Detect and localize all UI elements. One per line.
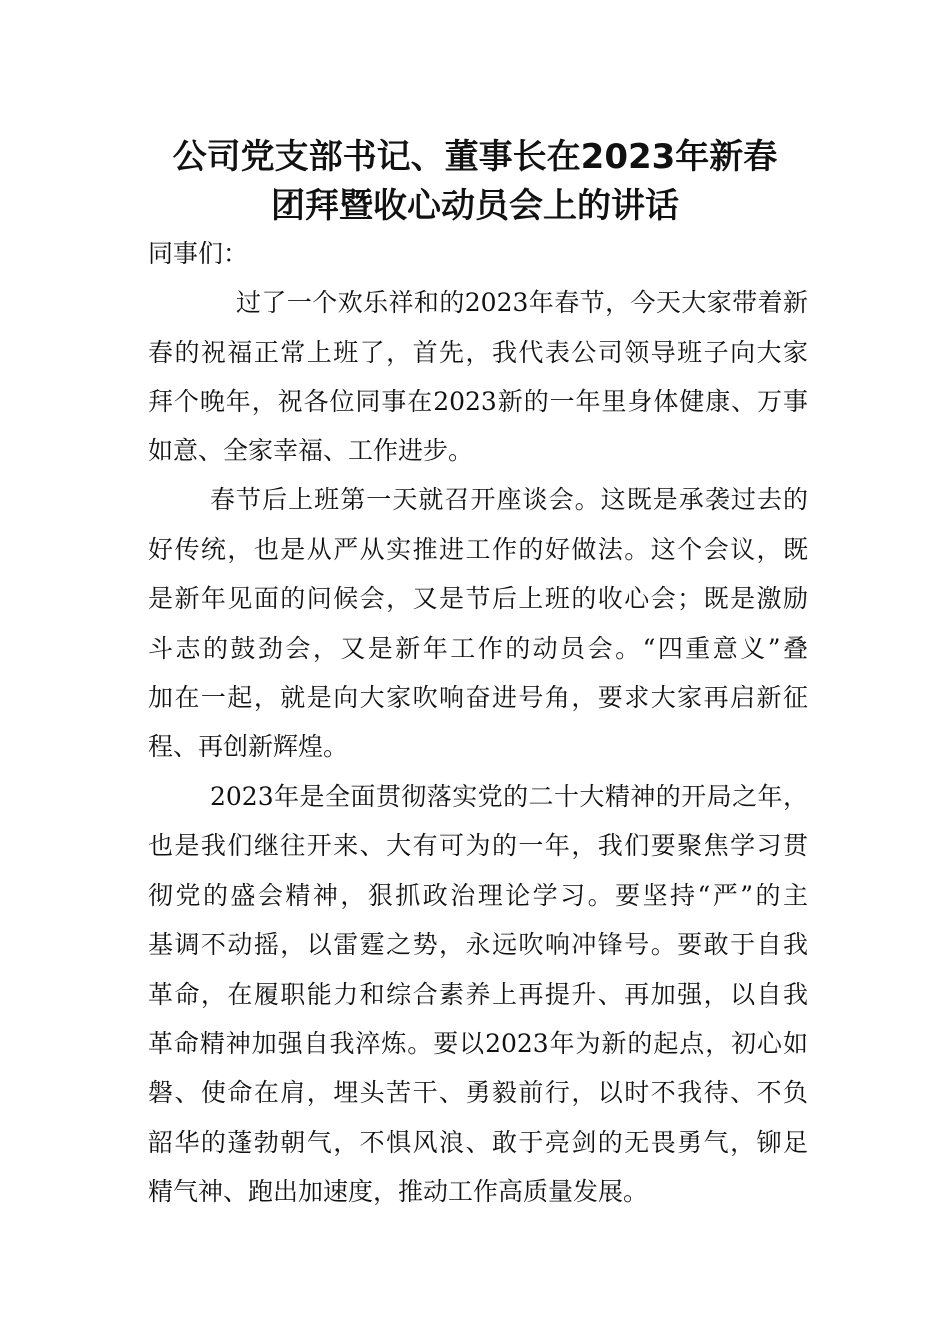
paragraph-3-line-8: 韶华的蓬勃朝气，不惧风浪、敢于亮剑的无畏勇气，铆足 bbox=[148, 1128, 808, 1157]
paragraph-1-line-4: 如意、全家幸福、工作进步。 bbox=[148, 436, 474, 465]
paragraph-2-line-6: 程、再创新辉煌。 bbox=[148, 732, 349, 761]
paragraph-3-line-3: 彻党的盛会精神，狠抓政治理论学习。要坚持“严”的主 bbox=[148, 881, 808, 910]
paragraph-1-line-2: 春的祝福正常上班了，首先，我代表公司领导班子向大家 bbox=[148, 338, 808, 367]
paragraph-2-line-5: 加在一起，就是向大家吹响奋进号角，要求大家再启新征 bbox=[148, 683, 808, 712]
paragraph-3-line-2: 也是我们继往开来、大有可为的一年，我们要聚焦学习贯 bbox=[148, 831, 808, 860]
salutation: 同事们： bbox=[148, 239, 249, 268]
paragraph-3-line-6: 革命精神加强自我淬炼。要以2023年为新的起点，初心如 bbox=[148, 1029, 808, 1058]
paragraph-2-line-2: 好传统，也是从严从实推进工作的好做法。这个会议，既 bbox=[148, 535, 808, 564]
document-title-line-2: 团拜暨收心动员会上的讲话 bbox=[271, 186, 679, 226]
paragraph-1-line-1: 过了一个欢乐祥和的2023年春节，今天大家带着新 bbox=[236, 288, 808, 317]
paragraph-3-line-7: 磐、使命在肩，埋头苦干、勇毅前行，以时不我待、不负 bbox=[148, 1078, 808, 1107]
paragraph-3-line-1: 2023年是全面贯彻落实党的二十大精神的开局之年， bbox=[210, 782, 808, 811]
paragraph-3-line-4: 基调不动摇，以雷霆之势，永远吹响冲锋号。要敢于自我 bbox=[148, 930, 808, 959]
paragraph-3-line-5: 革命，在履职能力和综合素养上再提升、再加强，以自我 bbox=[148, 980, 808, 1009]
paragraph-2-line-1: 春节后上班第一天就召开座谈会。这既是承袭过去的 bbox=[210, 485, 808, 514]
paragraph-1-line-3: 拜个晚年，祝各位同事在2023新的一年里身体健康、万事 bbox=[148, 387, 808, 416]
document-title-line-1: 公司党支部书记、董事长在2023年新春 bbox=[172, 137, 778, 177]
paragraph-2-line-4: 斗志的鼓劲会，又是新年工作的动员会。“四重意义”叠 bbox=[148, 634, 808, 663]
paragraph-2-line-3: 是新年见面的问候会，又是节后上班的收心会；既是激励 bbox=[148, 584, 808, 613]
paragraph-3-line-9: 精气神、跑出加速度，推动工作高质量发展。 bbox=[148, 1177, 649, 1206]
